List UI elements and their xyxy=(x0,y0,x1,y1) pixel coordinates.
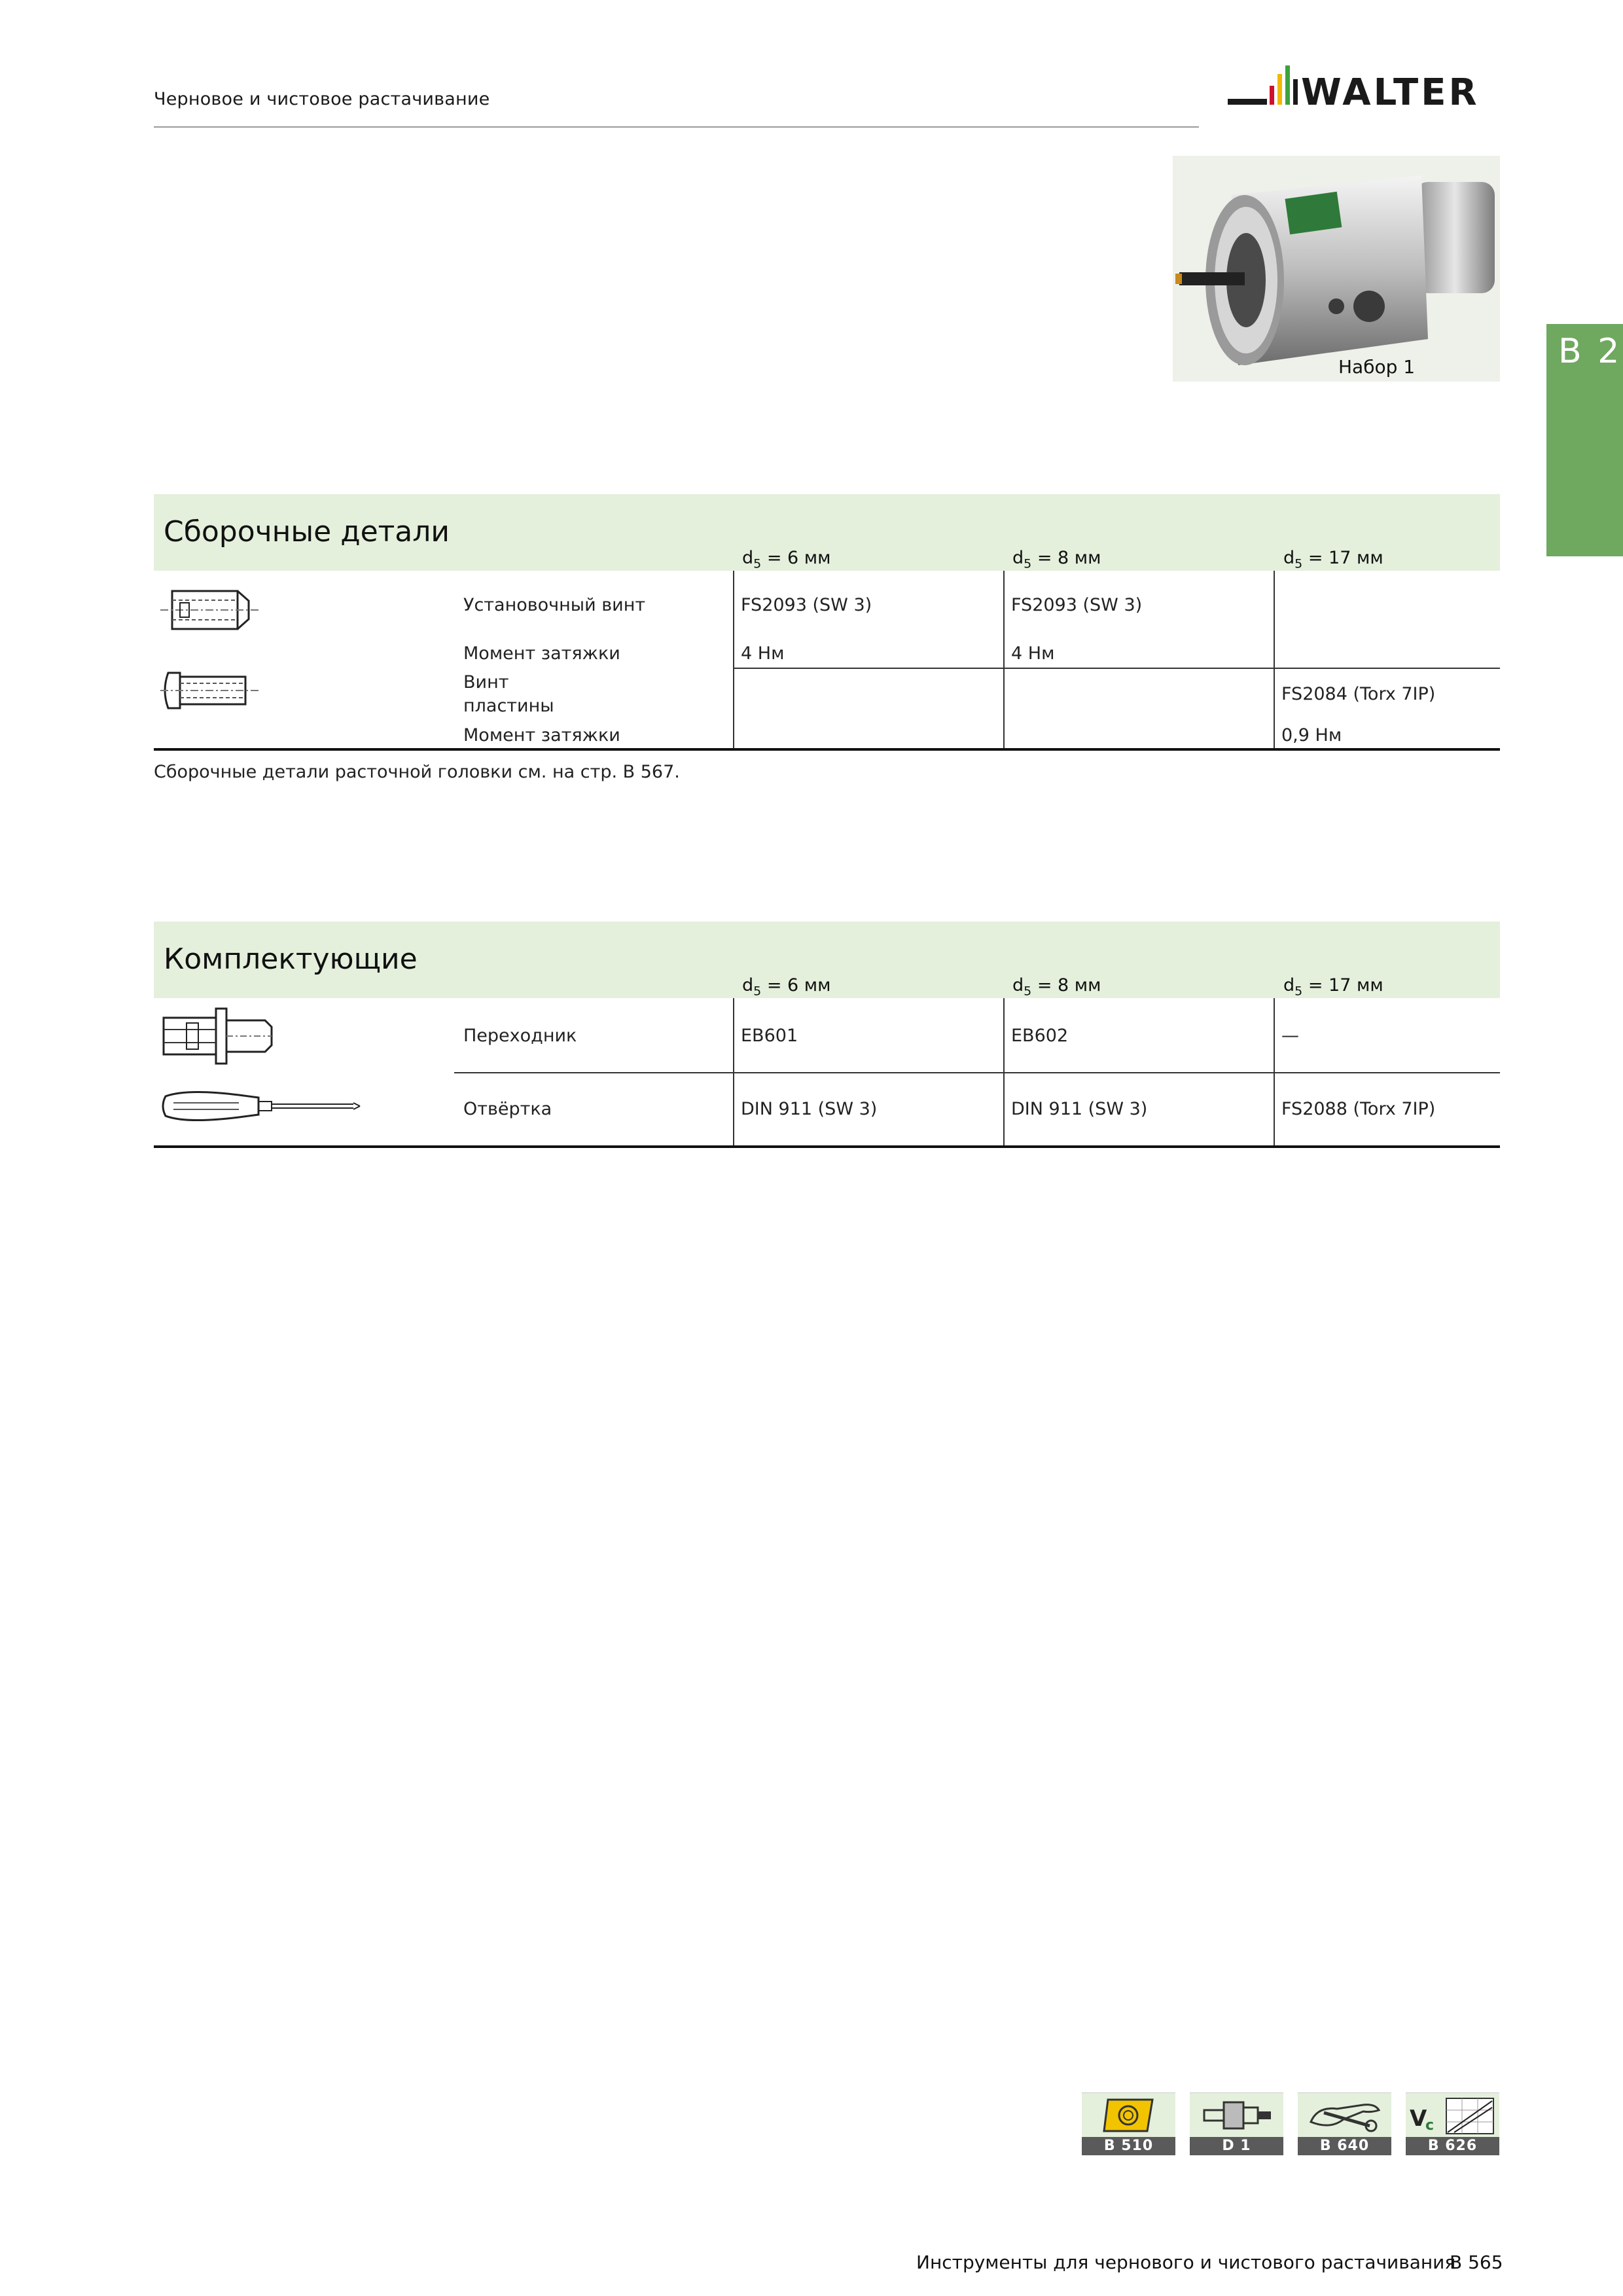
cutting-data-icon xyxy=(1406,2093,1499,2137)
assembly-table-bottom-rule xyxy=(154,748,1500,751)
accessories-col-header-1: $d_5 = 6$ мм xyxy=(742,975,831,999)
assembly-col-divider-2 xyxy=(1003,571,1005,749)
walter-logo-text: WALTER xyxy=(1301,71,1480,114)
nav-link-cutting-data-label: B 626 xyxy=(1406,2137,1499,2155)
wrench-hand-icon xyxy=(1298,2093,1391,2137)
header-rule xyxy=(154,126,1199,128)
assembly-row-divider xyxy=(733,668,1500,669)
accessories-table-title: Комплектующие xyxy=(164,942,418,976)
nav-link-handling[interactable] xyxy=(1298,2092,1391,2155)
svg-text:V: V xyxy=(1410,2106,1427,2132)
assembly-row-1-label: Установочный винт xyxy=(463,595,646,615)
assembly-row-2-val-1: 4 Нм xyxy=(741,643,785,664)
assembly-col-header-3: $d_5 = 17$ мм xyxy=(1283,548,1383,571)
page-number: B 565 xyxy=(1450,2251,1503,2273)
assembly-col-header-2: $d_5 = 8$ мм xyxy=(1012,548,1101,571)
toolholder-icon xyxy=(1190,2093,1283,2137)
assembly-col-divider-3 xyxy=(1274,571,1275,749)
set-screw-drawing xyxy=(160,584,259,637)
assembly-col-header-1: $d_5 = 6$ мм xyxy=(742,548,831,571)
assembly-table-title: Сборочные детали xyxy=(164,515,450,548)
accessories-row-2-val-3: FS2088 (Torx 7IP) xyxy=(1281,1099,1436,1119)
section-tab xyxy=(1546,324,1623,556)
accessories-row-1-val-1: EB601 xyxy=(741,1026,798,1046)
accessories-col-header-2: $d_5 = 8$ мм xyxy=(1012,975,1101,999)
accessories-table-header xyxy=(154,922,1500,998)
assembly-row-4-label: Момент затяжки xyxy=(463,725,620,745)
nav-link-toolholder-label: D 1 xyxy=(1190,2137,1283,2155)
assembly-row-2-label: Момент затяжки xyxy=(463,643,620,664)
product-photo xyxy=(1173,156,1500,382)
walter-logo xyxy=(1228,62,1503,115)
page-header-title: Черновое и чистовое растачивание xyxy=(154,89,490,109)
insert-icon xyxy=(1082,2093,1175,2137)
accessories-col-divider-3 xyxy=(1274,998,1275,1147)
assembly-note: Сборочные детали расточной головки см. на стр. B 567. xyxy=(154,762,680,782)
accessories-row-1-val-3: — xyxy=(1281,1026,1299,1046)
accessories-col-header-3: $d_5 = 17$ мм xyxy=(1283,975,1383,999)
accessories-row-2-val-2: DIN 911 (SW 3) xyxy=(1011,1099,1148,1119)
assembly-row-1-val-2: FS2093 (SW 3) xyxy=(1011,595,1143,615)
boring-head-illustration xyxy=(1173,156,1500,382)
assembly-row-3-label-line1: Винт xyxy=(463,672,509,692)
screwdriver-drawing xyxy=(160,1083,363,1129)
insert-screw-drawing xyxy=(160,668,259,713)
assembly-row-1-val-1: FS2093 (SW 3) xyxy=(741,595,872,615)
assembly-row-3-label-line2: пластины xyxy=(463,696,554,716)
nav-link-handling-label: B 640 xyxy=(1298,2137,1391,2155)
accessories-row-divider xyxy=(454,1072,1500,1073)
nav-link-insert-label: B 510 xyxy=(1082,2137,1175,2155)
accessories-row-1-label: Переходник xyxy=(463,1026,577,1046)
nav-link-toolholder[interactable] xyxy=(1190,2092,1283,2155)
accessories-row-2-val-1: DIN 911 (SW 3) xyxy=(741,1099,878,1119)
accessories-col-divider-1 xyxy=(733,998,734,1147)
assembly-row-3-val-3: FS2084 (Torx 7IP) xyxy=(1281,684,1436,704)
accessories-col-divider-2 xyxy=(1003,998,1005,1147)
assembly-row-4-val-3: 0,9 Нм xyxy=(1281,725,1342,745)
nav-link-cutting-data[interactable] xyxy=(1406,2092,1499,2155)
adapter-drawing xyxy=(160,1003,278,1069)
assembly-col-divider-1 xyxy=(733,571,734,749)
photo-caption: Набор 1 xyxy=(1338,356,1416,378)
svg-text:c: c xyxy=(1425,2117,1435,2134)
assembly-row-2-val-2: 4 Нм xyxy=(1011,643,1055,664)
footer-section-title: Инструменты для чернового и чистового растачивания xyxy=(916,2251,1456,2273)
accessories-table-bottom-rule xyxy=(154,1145,1500,1148)
nav-link-insert[interactable] xyxy=(1082,2092,1175,2155)
assembly-table-header xyxy=(154,494,1500,571)
walter-logo-graphic xyxy=(1228,62,1503,115)
accessories-row-1-val-2: EB602 xyxy=(1011,1026,1069,1046)
accessories-row-2-label: Отвёртка xyxy=(463,1099,552,1119)
section-tab-label: B 2 xyxy=(1558,332,1622,371)
